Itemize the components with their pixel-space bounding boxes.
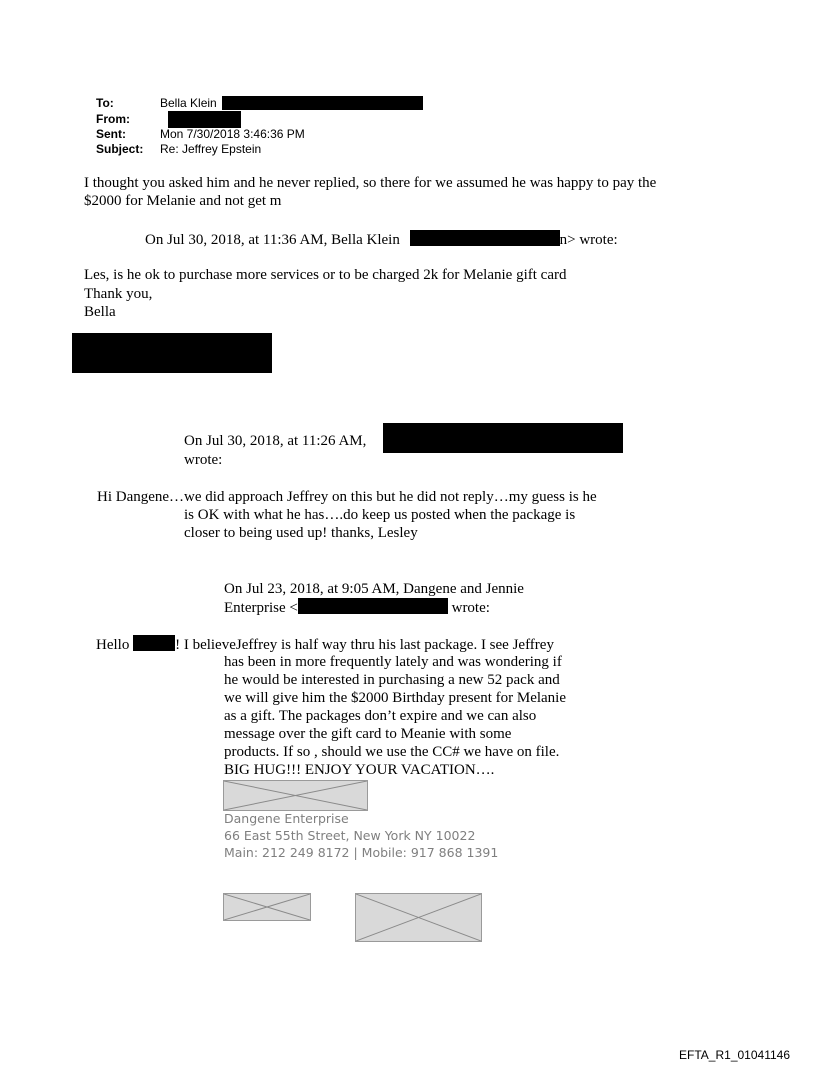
quote3-header-line2 xyxy=(224,598,490,617)
image-placeholder-icon xyxy=(224,894,310,920)
sent-value: Mon 7/30/2018 3:46:36 PM xyxy=(160,127,305,141)
image-placeholder-icon xyxy=(356,894,481,941)
to-label: To: xyxy=(96,96,114,110)
quote3-line: has been in more frequently lately and was wondering if xyxy=(224,654,562,670)
signature-name: Dangene Enterprise xyxy=(224,811,349,826)
quote3-header-enterprise: Enterprise < xyxy=(224,600,298,616)
quote2-line: is OK with what he has….do keep us posted when the package is xyxy=(184,507,576,523)
broken-image-right xyxy=(355,893,482,942)
redaction-to-email xyxy=(222,96,423,110)
redaction-bella-email xyxy=(410,230,560,246)
redaction-sender-email xyxy=(383,423,623,453)
quote3-line: BIG HUG!!! ENJOY YOUR VACATION…. xyxy=(224,762,495,778)
quote3-first-text: ! I believeJeffrey is half way thru his last package. I see Jeffrey xyxy=(175,637,554,653)
document-id: EFTA_R1_01041146 xyxy=(679,1048,790,1062)
sent-label: Sent: xyxy=(96,127,126,141)
subject-label: Subject: xyxy=(96,142,144,156)
from-label: From: xyxy=(96,112,130,126)
quote3-line: he would be interested in purchasing a new 52 pack and xyxy=(224,672,560,688)
signature-phones: Main: 212 249 8172 | Mobile: 917 868 1391 xyxy=(224,845,499,860)
signature-address: 66 East 55th Street, New York NY 10022 xyxy=(224,828,476,843)
quote1-header-text: On Jul 30, 2018, at 11:36 AM, Bella Klein xyxy=(145,232,400,248)
image-placeholder-icon xyxy=(224,781,367,810)
broken-image-left xyxy=(223,893,311,921)
quote2-header-line: wrote: xyxy=(184,452,223,468)
reply1-line: I thought you asked him and he never replied, so there for we assumed he was happy to pay the xyxy=(84,175,657,191)
quote3-first-line xyxy=(96,635,554,654)
reply1-line: $2000 for Melanie and not get m xyxy=(84,193,282,209)
subject-value: Re: Jeffrey Epstein xyxy=(160,142,262,156)
quote3-line: as a gift. The packages don’t expire and we can also xyxy=(224,708,537,724)
quote1-header-wrote: > wrote: xyxy=(567,232,618,248)
quote3-header-line: On Jul 23, 2018, at 9:05 AM, Dangene and Jennie xyxy=(224,581,524,597)
quote3-line: we will give him the $2000 Birthday present for Melanie xyxy=(224,690,567,706)
quote2-header-line: On Jul 30, 2018, at 11:26 AM, xyxy=(184,433,367,449)
redaction-signature-block xyxy=(72,333,272,373)
quote3-header-wrote: wrote: xyxy=(447,600,490,616)
quote2-line: closer to being used up! thanks, Lesley xyxy=(184,525,418,541)
quote1-header-tail: n xyxy=(559,232,568,248)
redaction-greeting-name xyxy=(133,635,175,651)
quote1-line: Les, is he ok to purchase more services or to be charged 2k for Melanie gift card xyxy=(84,267,567,283)
quote1-line: Bella xyxy=(84,304,116,320)
broken-logo-image xyxy=(223,780,368,811)
quote3-greeting: Hello xyxy=(96,637,134,653)
quote1-header xyxy=(145,230,618,249)
quote3-line: products. If so , should we use the CC# we have on file. xyxy=(224,744,560,760)
redaction-from xyxy=(168,111,241,128)
quote1-line: Thank you, xyxy=(84,286,153,302)
to-value: Bella Klein xyxy=(160,96,217,110)
redaction-dangene-email xyxy=(298,598,448,614)
quote2-line: Hi Dangene…we did approach Jeffrey on this but he did not reply…my guess is he xyxy=(97,489,597,505)
quote3-line: message over the gift card to Meanie with some xyxy=(224,726,512,742)
